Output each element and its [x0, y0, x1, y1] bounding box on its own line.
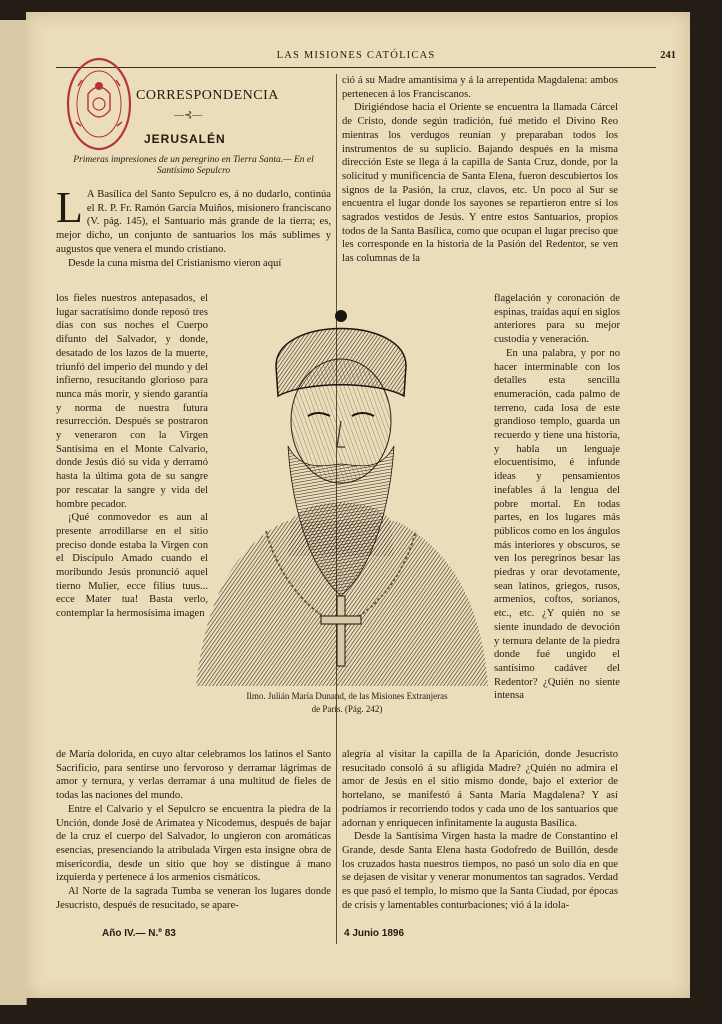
left-column-top-text	[56, 188, 331, 288]
running-head: LAS MISIONES CATÓLICAS	[276, 50, 436, 61]
paragraph: flagelación y coronación de espinas, traídas aquí en siglos anteriores para su mejor custodia y veneración.	[494, 293, 620, 346]
article-title: JERUSALÉN	[144, 132, 226, 146]
section-title: CORRESPONDENCIA	[136, 88, 279, 103]
left-column-wrap-text	[56, 292, 208, 746]
right-column-bottom-text	[342, 748, 618, 942]
header-rule	[56, 67, 656, 68]
paragraph: Desde la Santísima Virgen hasta la madre de Constantino el Grande, desde Santa Elena hasta Godofredo de Buillón, desde los cruzados hasta nuestros tiempos, no pasó un solo día en que se dejasen de visitar y venerar monumentos tan sagrados. Verdad es que pasó el templo, lo mismo que la Santa Ciudad, por épocas de crisis y lamentables conturbaciones; vió á la idola-	[342, 831, 618, 911]
paragraph: los fieles nuestros antepasados, el lugar sacratísimo donde reposó tres días con sus noches el Cuerpo difunto del Salvador, y donde, desatado de los lazos de la muerte, triunfó del imperio del mundo y del infierno, resucitando glorioso para nunca más morir, y siendo garantía y norma de nuestra futura resurrección. Después se postraron y veneraron con la Virgen Santísima en el Monte Calvario, donde Jesús dió su vida y derramó hasta la última gota de su sangre por rescatar la sangre y vida del hombre pecador.	[56, 293, 208, 510]
paragraph: alegría al visitar la capilla de la Aparición, donde Jesucristo resucitado consoló á su afligida Madre? ¿Quién no admira el amor de Jesús en el sitio mismo donde, bajo el exterior de hortelano, se manifestó á Santa María Magdalena? Y así podríamos ir recorriendo todos y cada uno de los santuarios que adornan y enriquecen infinitamente la augusta Basílica.	[342, 749, 618, 829]
drop-cap: L	[56, 188, 83, 232]
library-stamp-icon	[66, 56, 132, 152]
page-number: 241	[660, 50, 676, 61]
paragraph: Al Norte de la sagrada Tumba se veneran los lugares donde Jesucristo, después de resucitado, se apare-	[56, 886, 331, 911]
journal-page	[26, 12, 690, 998]
paragraph: Entre el Calvario y el Sepulcro se encuentra la piedra de la Unción, donde José de Arimatea y Nicodemus, después de bajar de la cruz el cuerpo del Salvador, lo ungieron con aromáticas esencias, presenciando la atribulada Virgen esta insigne obra de misericordia, desde un sitio que hoy se distingue á mano izquierda y pertenece á los armenios cismáticos.	[56, 803, 331, 884]
facing-page-edge	[0, 20, 27, 1005]
right-column-top-text	[342, 74, 618, 288]
right-column-wrap-text	[494, 292, 620, 746]
left-column-bottom-text	[56, 748, 331, 942]
article-subtitle: Primeras impresiones de un peregrino en Tierra Santa.— En el Santísimo Sepulcro	[73, 155, 314, 176]
paragraph: de María dolorida, en cuyo altar celebramos los latinos el Santo Sacrificio, para sentirse uno fervoroso y derramar lágrimas de amor y ternura, y verlas derramar á una multitud de fieles de todas las naciones del mundo.	[56, 749, 331, 802]
title-ornament: —⊰—	[174, 110, 203, 121]
paragraph: Dirigiéndose hacia el Oriente se encuentra la llamada Cárcel de Cristo, donde según tradición, fué metido el Divino Reo mientras los verdugos reunían y preparaban todos los instrumentos de su suplicio. Bajando después en la misma dirección Este se llega á la capilla de Santa Cruz, donde, por la solicitud y munificencia de Santa Elena, fueron descubiertos los signos de la Pasión, la cruz, clavos, etc. Un poco al Sur se encuentra el lugar donde los sayones se repartieron entre sí los sagrados vestidos de Jesús. Y entre estos Santuarios, propios todos de la Santa Basílica, como que ocupan el lugar preciso que les corresponde en la historia de la Pasión del Redentor, se ven las columnas de la	[342, 102, 618, 265]
caption-line: de París. (Pág. 242)	[311, 704, 383, 714]
issue-date: 4 Junio 1896	[344, 928, 405, 939]
paragraph: Desde la cuna misma del Cristianismo vieron aquí	[68, 257, 282, 269]
paragraph: ció á su Madre amantísima y á la arrepentida Magdalena: ambos pertenecen á los Franciscanos.	[342, 75, 618, 100]
issue-number: Año IV.— N.º 83	[102, 928, 176, 939]
paragraph: A Basílica del Santo Sepulcro es, á no dudarlo, continúa el R. P. Fr. Ramón García Muiños, misionero franciscano (V. pág. 145), el Santuario más grande de la tierra; es, mejor dicho, un conjunto de santuarios los más sublimes y augustos que venera el mundo cristiano.	[56, 189, 331, 255]
bishop-portrait-engraving	[196, 296, 488, 686]
paragraph: En una palabra, y por no hacer interminable con los detalles esta sencilla enumeración, cada palmo de terreno, cada losa de este grandioso templo, guarda un recuerdo y tiene una historia, y habla un lenguaje elocuentísimo, é infunde ideas y pensamientos inefables á la lengua del pobre mortal. En todas partes, en los lugares más públicos como en los ángulos más interiores y obscuros, se ven los peregrinos besar las piedras y orar devotamente, sean latinos, griegos, rusos, armenios, coftos, sorianos, etc., etc. ¿Y quién no se siente inundado de devoción y ternura delante de la piedra donde fué ungido el santísimo cadáver del Redentor? ¿Quién no siente intensa	[494, 347, 620, 702]
portrait-caption	[212, 690, 482, 716]
paragraph: ¡Qué conmovedor es aun al presente arrodillarse en el sitio preciso donde estaba la Virgen con el Discípulo Amado cuando el moribundo Jesús pronunció aquel tierno Mulier, ecce filius tuus... ecce Mater tua! Basta verlo, contemplar la hermosísima imagen	[56, 512, 208, 620]
caption-line: Ilmo. Julián María Dunand, de las Misiones Extranjeras	[246, 691, 448, 701]
